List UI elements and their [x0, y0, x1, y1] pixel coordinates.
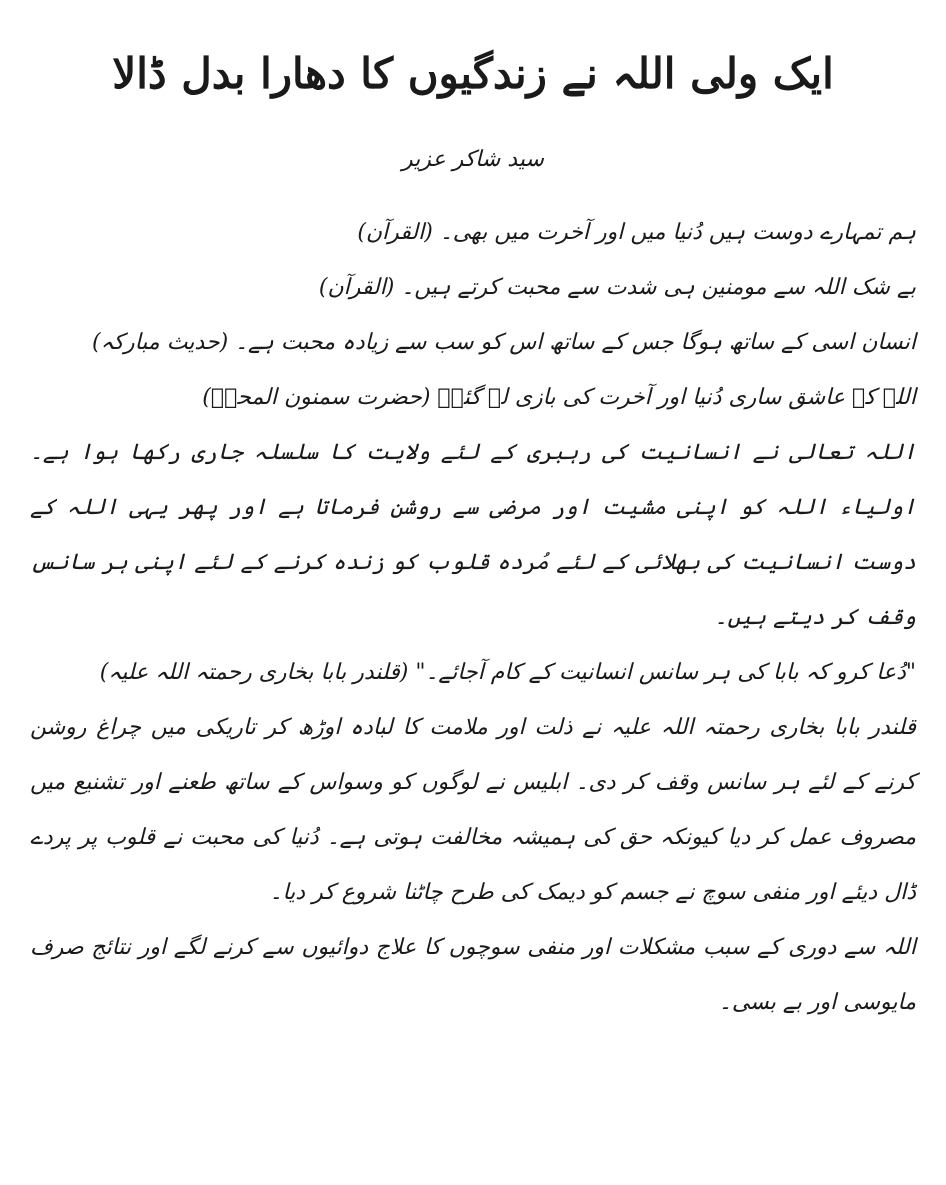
author-name: سید شاکر عزیر [402, 147, 544, 172]
quote-line: بے شک اللہ سے مومنین ہی شدت سے محبت کرتے ہیں۔ (القرآن) [318, 275, 916, 300]
quote-line: اللہ کے عاشق ساری دُنیا اور آخرت کی بازی لے گئے۔ (حضرت سمنون المحبؒ) [202, 385, 916, 410]
quote-line: ہم تمہارے دوست ہیں دُنیا میں اور آخرت میں بھی۔ (القرآن) [357, 220, 916, 245]
article-title: ایک ولی اللہ نے زندگیوں کا دھارا بدل ڈالا [112, 49, 834, 98]
body-paragraph: اللہ تعالی نے انسانیت کی رہبری کے لئے ولایت کا سلسلہ جاری رکھا ہوا ہے۔ اولیاء اللہ کو اپنی مشیت اور مرضی سے روشن فرماتا ہے اور پھر یہی اللہ کے دوست انسانیت کی بھلائی کے لئے مُردہ قلوب کو زندہ کرنے کے لئے اپنی ہر سانس وقف کر دیتے ہیں۔ [30, 440, 916, 630]
body-paragraph: اللہ سے دوری کے سبب مشکلات اور منفی سوچوں کا علاج دوائیوں سے کرنے لگے اور نتائج صرف مایوسی اور بے بسی۔ [30, 935, 916, 1015]
quote-line: انسان اسی کے ساتھ ہوگا جس کے ساتھ اس کو سب سے زیادہ محبت ہے۔ (حدیث مبارکہ) [92, 330, 916, 355]
body-paragraph: قلندر بابا بخاری رحمتہ اللہ علیہ نے ذلت اور ملامت کا لبادہ اوڑھ کر تاریکی میں چراغ روشن کرنے کے لئے ہر سانس وقف کر دی۔ ابلیس نے لوگوں کو وسواس کے ساتھ طعنے اور تشنیع میں مصروف عمل کر دیا کیونکہ حق کی ہمیشہ مخالفت ہوتی ہے۔ دُنیا کی محبت نے قلوب پر پردے ڈال دیئے اور منفی سوچ نے جسم کو دیمک کی طرح چاٹنا شروع کر دیا۔ [30, 715, 916, 905]
quote-line: "دُعا کرو کہ بابا کی ہر سانس انسانیت کے کام آجائے۔" (قلندر بابا بخاری رحمتہ اللہ علیہ) [99, 660, 916, 685]
article-body [30, 205, 916, 1030]
